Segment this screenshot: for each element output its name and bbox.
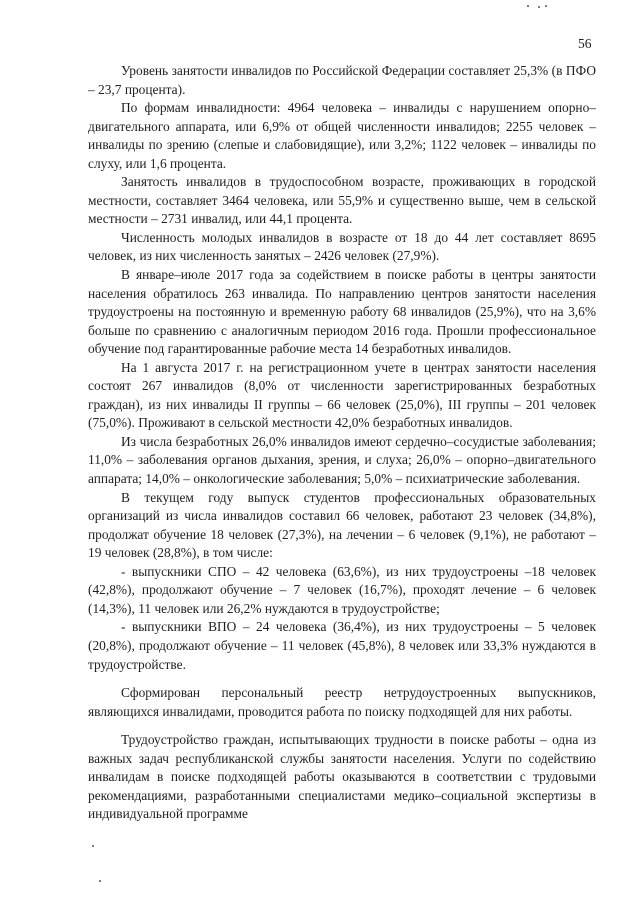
scan-speck bbox=[99, 880, 101, 882]
paragraph-vpo-graduates: - выпускники ВПО – 24 человека (36,4%), из них трудоустроены – 5 человек (20,8%), продолжают обучение – 11 человек (45,8%), 8 человек или 33,3% нуждаются в трудоустройстве. bbox=[88, 619, 596, 672]
paragraph-young-disabled: Численность молодых инвалидов в возрасте от 18 до 44 лет составляет 8695 человек, из них численность занятых – 2426 человек (27,9%). bbox=[88, 229, 596, 264]
paragraph-job-search-2017: В январе–июле 2017 года за содействием в поиске работы в центры занятости населения обратилось 263 инвалида. По направлению центров занятости населения трудоустроены на постоянную и временную работу 68 инвалидов (25,9%), что на 3,6% больше по сравнению с аналогичным периодом 2016 года. Прошли профессиональное обучение под гарантированные рабочие места 14 безработных инвалидов. bbox=[88, 267, 596, 357]
paragraph-employment-level: Уровень занятости инвалидов по Российской Федерации составляет 25,3% (в ПФО – 23,7 процента). bbox=[88, 63, 596, 97]
scan-speck bbox=[527, 5, 529, 7]
paragraph-registered-unemployed: На 1 августа 2017 г. на регистрационном учете в центрах занятости населения состоят 267 инвалидов (8,0% от численности зарегистрированных безработных граждан), из них инвалиды II группы – 66 человек (25,0%), III группы – 201 человек (75,0%). Проживают в сельской местности 42,0% безработных инвалидов. bbox=[88, 359, 596, 431]
page-number: 56 bbox=[578, 36, 592, 51]
paragraph-disability-forms: По формам инвалидности: 4964 человека – инвалиды с нарушением опорно–двигательного аппарата, или 6,9% от общей численности инвалидов; 2255 человек – инвалиды по зрению (слепые и слабовидящие), или 3,2%; 1122 человек – инвалиды по слуху, или 1,6 процента. bbox=[88, 100, 596, 171]
scan-speck bbox=[538, 6, 540, 8]
paragraph-diseases: Из числа безработных 26,0% инвалидов имеют сердечно–сосудистые заболевания; 11,0% – заболевания органов дыхания, зрения, и слуха; 26,0% – опорно–двигательного аппарата; 14,0% – онкологические заболевания; 5,0% – психиатрические заболевания. bbox=[88, 433, 596, 487]
paragraph-registry: Сформирован персональный реестр нетрудоустроенных выпускников, являющихся инвалидами, проводится работа по поиску подходящей для них работы. bbox=[88, 685, 596, 719]
document-body bbox=[88, 62, 596, 824]
paragraph-employment-service: Трудоустройство граждан, испытывающих трудности в поиске работы – одна из важных задач республиканской службы занятости населения. Услуги по содействию инвалидам в поиске подходящей работы оказываются в соответствии с трудовыми рекомендациями, разработанными специалистами медико–социальной экспертизы в индивидуальной программе bbox=[88, 732, 596, 822]
paragraph-urban-rural-employment: Занятость инвалидов в трудоспособном возрасте, проживающих в городской местности, составляет 3464 человека, или 55,9% и существенно выше, чем в сельской местности – 2731 инвалид, или 44,1 процента. bbox=[88, 174, 596, 227]
paragraph-spo-graduates: - выпускники СПО – 42 человека (63,6%), из них трудоустроены –18 человек (42,8%), продолжают обучение – 7 человек (16,7%), проходят лечение – 6 человек (14,3%), 11 человек или 26,2% нуждаются в трудоустройстве; bbox=[88, 563, 596, 616]
scan-speck bbox=[92, 845, 94, 847]
scan-speck bbox=[545, 5, 547, 7]
paragraph-graduates: В текущем году выпуск студентов профессиональных образовательных организаций из числа инвалидов составил 66 человек, работают 23 человек (34,8%), продолжат обучение 18 человек (27,3%), на лечении – 6 человек (9,1%), не работают – 19 человек (28,8%), в том числе: bbox=[88, 489, 596, 561]
